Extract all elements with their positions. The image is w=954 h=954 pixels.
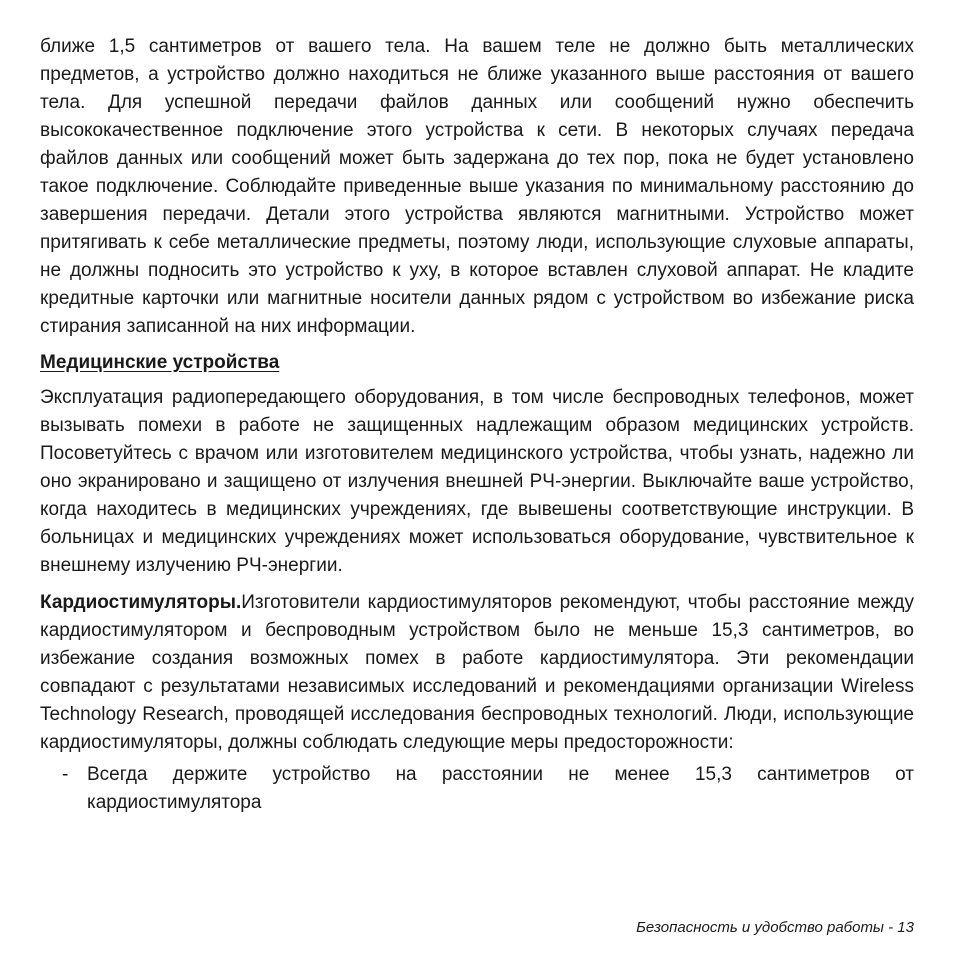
bullet-dash: - [62,764,69,785]
page-footer: Безопасность и удобство работы - 13 [636,919,914,936]
pacemaker-lead-in: Кардиостимуляторы. [40,592,242,613]
intro-paragraph: ближе 1,5 сантиметров от вашего тела. На вашем теле не должно быть металлических предметов, а устройство должно находиться не ближе указанного выше расстояния от вашего тела. Для успешной передачи файлов данных или сообщений нужно обеспечить высококачественное подключение этого устройства к сети. В некоторых случаях передача файлов данных или сообщений может быть задержана до тех пор, пока не будет установлено такое подключение. Соблюдайте приведенные выше указания по минимальному расстоянию до завершения передачи. Детали этого устройства являются магнитными. Устройство может притягивать к себе металлические предметы, поэтому люди, использующие слуховые аппараты, не должны подносить это устройство к уху, в которое вставлен слуховой аппарат. Не кладите кредитные карточки или магнитные носители данных рядом с устройством во избежание риска стирания записанной на них информации. [40,36,914,337]
bullet-text: Всегда держите устройство на расстоянии не менее 15,3 сантиметров от кардиостимулятора [87,764,914,813]
section-heading-medical-devices: Медицинские устройства [40,352,280,373]
pacemaker-paragraph [40,589,914,757]
document-body [40,33,914,817]
pacemaker-body: Изготовители кардиостимуляторов рекомендуют, чтобы расстояние между кардиостимулятором и беспроводным устройством было не меньше 15,3 сантиметров, во избежание создания возможных помех в работе кардиостимулятора. Эти рекомендации совпадают с результатами независимых исследований и рекомендациями организации Wireless Technology Research, проводящей исследования беспроводных технологий. Люди, использующие кардиостимуляторы, должны соблюдать следующие меры предосторожности: [40,592,914,753]
bullet-item [40,761,914,817]
medical-devices-paragraph: Эксплуатация радиопередающего оборудования, в том числе беспроводных телефонов, может вызывать помехи в работе не защищенных надлежащим образом медицинских устройств. Посоветуйтесь с врачом или изготовителем медицинского устройства, чтобы узнать, надежно ли оно экранировано и защищено от излучения внешней РЧ-энергии. Выключайте ваше устройство, когда находитесь в медицинских учреждениях, где вывешены соответствующие инструкции. В больницах и медицинских учреждениях может использоваться оборудование, чувствительное к внешнему излучению РЧ-энергии. [40,387,914,576]
